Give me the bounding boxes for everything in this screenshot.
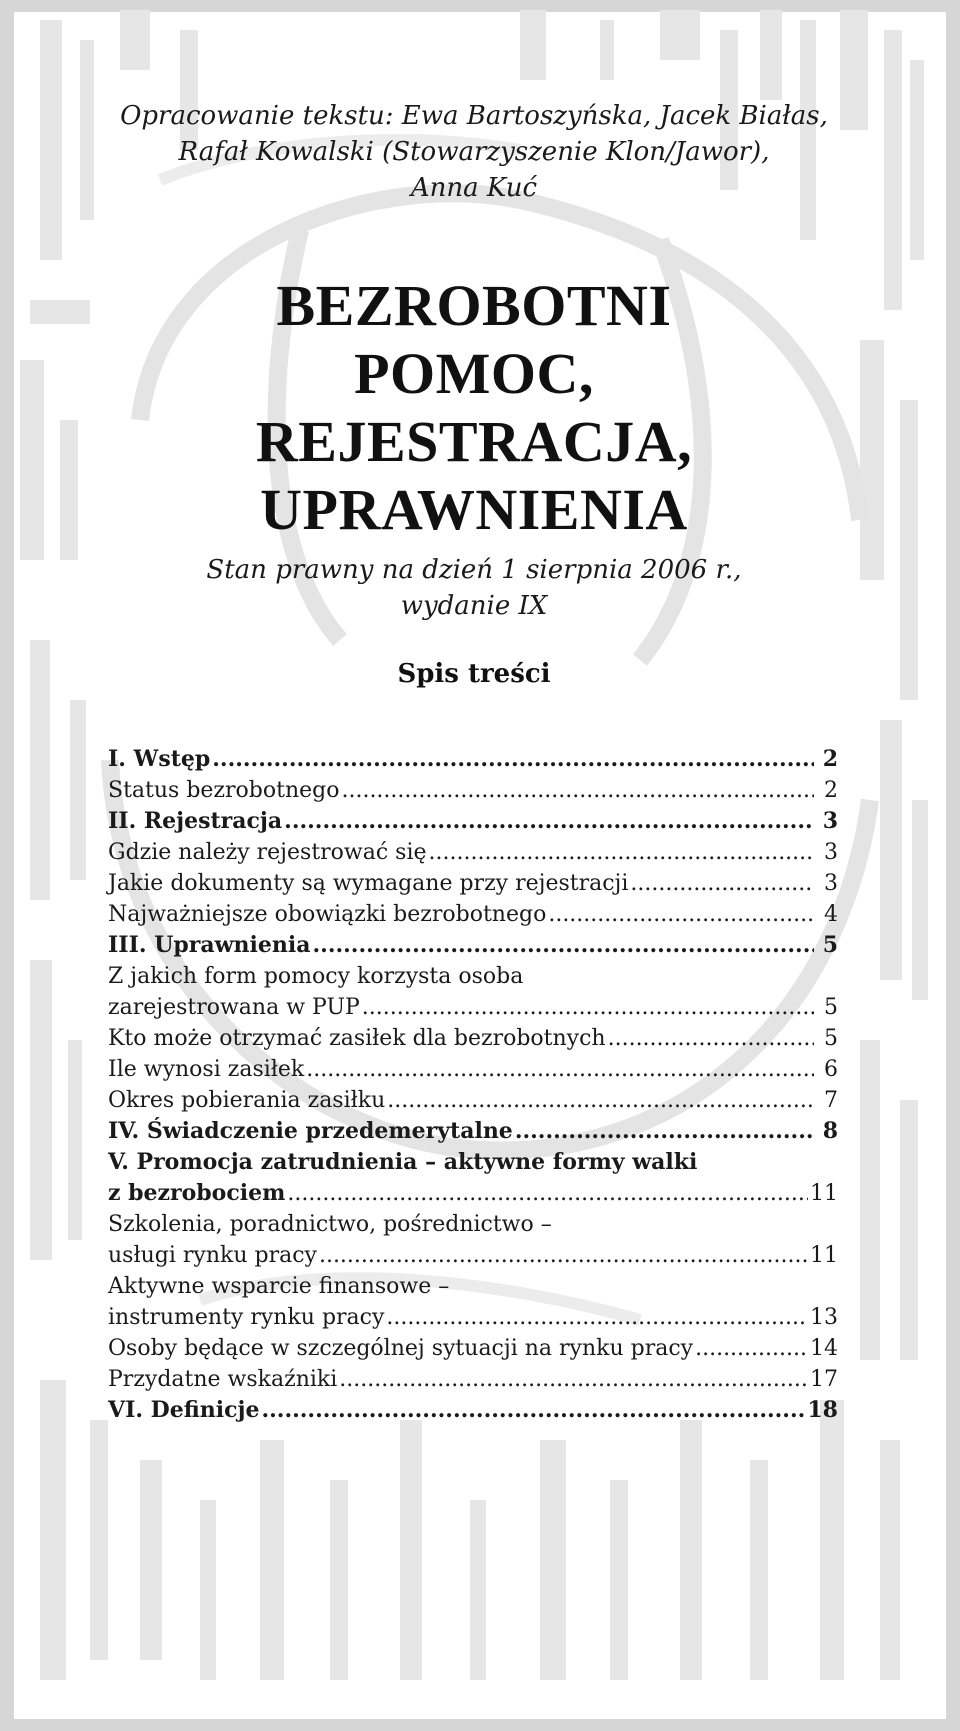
toc-entry-uprawnienia[interactable]: [108, 930, 838, 961]
subtitle-line: Stan prawny na dzień 1 sierpnia 2006 r.,: [206, 555, 742, 585]
toc-entry-label-line1: Szkolenia, poradnictwo, pośrednictwo –: [108, 1212, 552, 1237]
title-line: POMOC,: [354, 341, 594, 406]
toc-entry-label: IV. Świadczenie przedemerytalne: [108, 1118, 513, 1144]
toc-entry-label: Przydatne wskaźniki: [108, 1367, 338, 1392]
toc-entry-okres[interactable]: [108, 1085, 838, 1116]
toc-entry-dokumenty[interactable]: [108, 868, 838, 899]
edition-subtitle: [0, 552, 948, 624]
toc-entry-label: I. Wstęp: [108, 746, 211, 772]
toc-entry-page: 3: [822, 808, 838, 834]
toc-entry-page: 3: [824, 840, 838, 865]
table-of-contents: [108, 744, 838, 1426]
toc-heading: Spis treści: [397, 659, 551, 689]
authors-line: Rafał Kowalski (Stowarzyszenie Klon/Jawor),: [178, 137, 770, 167]
subtitle-line: wydanie IX: [400, 591, 548, 621]
toc-entry-wstep[interactable]: [108, 744, 838, 775]
toc-entry-label: Jakie dokumenty są wymagane przy rejestracji: [108, 871, 629, 896]
toc-entry-label-line1: V. Promocja zatrudnienia – aktywne formy walki: [108, 1149, 698, 1175]
toc-entry-swiadczenie[interactable]: [108, 1116, 838, 1147]
toc-entry-formy-pomocy[interactable]: [108, 961, 838, 1023]
toc-entry-page: 2: [822, 746, 838, 772]
authors-line: Anna Kuć: [410, 173, 538, 203]
authors-line: Opracowanie tekstu: Ewa Bartoszyńska, Jacek Białas,: [120, 101, 828, 131]
toc-entry-label: Okres pobierania zasiłku: [108, 1088, 386, 1113]
toc-entry-page: 2: [824, 778, 838, 803]
toc-entry-gdzie[interactable]: [108, 837, 838, 868]
toc-entry-kto-moze[interactable]: [108, 1023, 838, 1054]
toc-entry-label-line1: Z jakich form pomocy korzysta osoba: [108, 964, 524, 989]
toc-entry-label: z bezrobociem: [108, 1180, 286, 1206]
toc-entry-ile-wynosi[interactable]: [108, 1054, 838, 1085]
toc-entry-label: VI. Definicje: [108, 1397, 260, 1423]
toc-entry-page: 8: [822, 1118, 838, 1144]
toc-entry-rejestracja[interactable]: [108, 806, 838, 837]
toc-entry-wsparcie[interactable]: [108, 1271, 838, 1333]
toc-entry-szkolenia[interactable]: [108, 1209, 838, 1271]
toc-entry-label: II. Rejestracja: [108, 808, 283, 834]
toc-entry-page: 3: [824, 871, 838, 896]
toc-entry-label: Ile wynosi zasiłek: [108, 1057, 305, 1082]
toc-entry-page: 4: [824, 902, 838, 927]
toc-entry-label: Najważniejsze obowiązki bezrobotnego: [108, 902, 547, 927]
title-line: REJESTRACJA,: [255, 409, 693, 474]
toc-entry-page: 13: [810, 1305, 838, 1330]
title-line: BEZROBOTNI: [276, 273, 672, 338]
toc-entry-page: 5: [822, 932, 838, 958]
toc-entry-osoby[interactable]: [108, 1333, 838, 1364]
toc-entry-page: 18: [807, 1397, 838, 1423]
toc-entry-label: III. Uprawnienia: [108, 932, 311, 958]
toc-entry-page: 17: [810, 1367, 838, 1392]
title-line: UPRAWNIENIA: [260, 477, 688, 542]
toc-entry-label: zarejestrowana w PUP: [108, 995, 360, 1020]
toc-entry-promocja[interactable]: [108, 1147, 838, 1209]
document-title: [0, 272, 948, 544]
toc-entry-label: Gdzie należy rejestrować się: [108, 840, 427, 865]
toc-entry-page: 5: [824, 1026, 838, 1051]
toc-entry-label: Status bezrobotnego: [108, 778, 340, 803]
toc-entry-label: usługi rynku pracy: [108, 1243, 317, 1268]
authors-credit: [0, 98, 948, 206]
toc-entry-page: 11: [810, 1181, 838, 1206]
toc-entry-label: Kto może otrzymać zasiłek dla bezrobotnych: [108, 1026, 606, 1051]
toc-entry-page: 14: [810, 1336, 838, 1361]
toc-entry-page: 5: [824, 995, 838, 1020]
toc-entry-definicje[interactable]: [108, 1395, 838, 1426]
toc-entry-page: 7: [824, 1088, 838, 1113]
toc-entry-label-line1: Aktywne wsparcie finansowe –: [108, 1274, 450, 1299]
toc-entry-page: 11: [810, 1243, 838, 1268]
toc-entry-label: Osoby będące w szczególnej sytuacji na rynku pracy: [108, 1336, 694, 1361]
toc-entry-page: 6: [824, 1057, 838, 1082]
toc-entry-obowiazki[interactable]: [108, 899, 838, 930]
toc-entry-wskazniki[interactable]: [108, 1364, 838, 1395]
toc-entry-status[interactable]: [108, 775, 838, 806]
toc-entry-label: instrumenty rynku pracy: [108, 1305, 385, 1330]
